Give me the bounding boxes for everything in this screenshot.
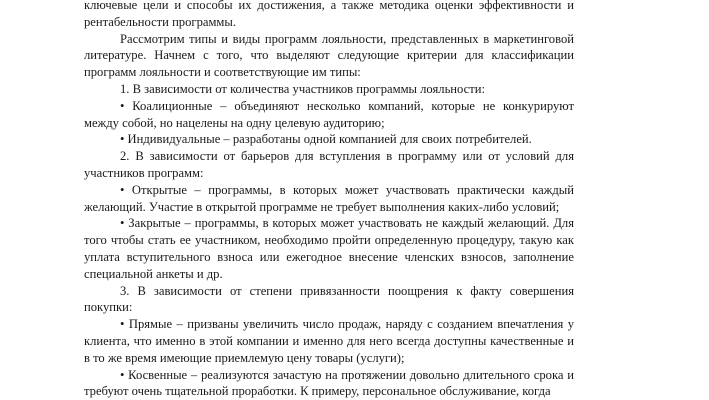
bullet-coalition: • Коалиционные – объединяют несколько компаний, которые не конкурируют между собой, но нацелены на одну целевую аудиторию; bbox=[84, 98, 574, 130]
bullet-closed: • Закрытые – программы, в которых может участвовать не каждый желающий. Для того чтобы стать ее участником, необходимо пройти определенную процедуру, такую как уплата вступительного взноса или ежегодное внесение членских взносов, заполнение специальной анкеты и др. bbox=[84, 216, 574, 281]
criterion-2-heading: 2. В зависимости от барьеров для вступления в программу или от условий для участников программ: bbox=[84, 149, 574, 180]
bullet-open: • Открытые – программы, в которых может участвовать практически каждый желающий. Участие в открытой программе не требует выполнения каких-либо условий; bbox=[84, 182, 574, 214]
bullet-direct: • Прямые – призваны увеличить число продаж, наряду с созданием впечатления у клиента, что именно в этой компании и именно для него всегда доступны качественные и в то же время имеющие приемлемую цену товары (услуги); bbox=[84, 317, 574, 365]
criterion-1-heading: 1. В зависимости от количества участников программы лояльности: bbox=[120, 81, 485, 96]
criterion-3-heading: 3. В зависимости от степени привязанности поощрения к факту совершения покупки: bbox=[84, 283, 574, 315]
bullet-individual: • Индивидуальные – разработаны одной компанией для своих потребителей. bbox=[120, 132, 532, 147]
document-page bbox=[84, 0, 574, 400]
paragraph-types-overview: Рассмотрим типы и виды программ лояльности, представленных в маркетинговой литературе. Начнем с того, что выделяют следующие критерии для классификации программ лояльности и соответствующие им типы: bbox=[84, 31, 574, 80]
paragraph-intro-tail: ключевые цели и способы их достижения, а также методика оценки эффективности и рентабельности программы. bbox=[84, 0, 574, 29]
bullet-indirect: • Косвенные – реализуются зачастую на протяжении довольно длительного срока и требуют очень тщательной проработки. К примеру, персональное обслуживание, когда bbox=[84, 367, 574, 399]
